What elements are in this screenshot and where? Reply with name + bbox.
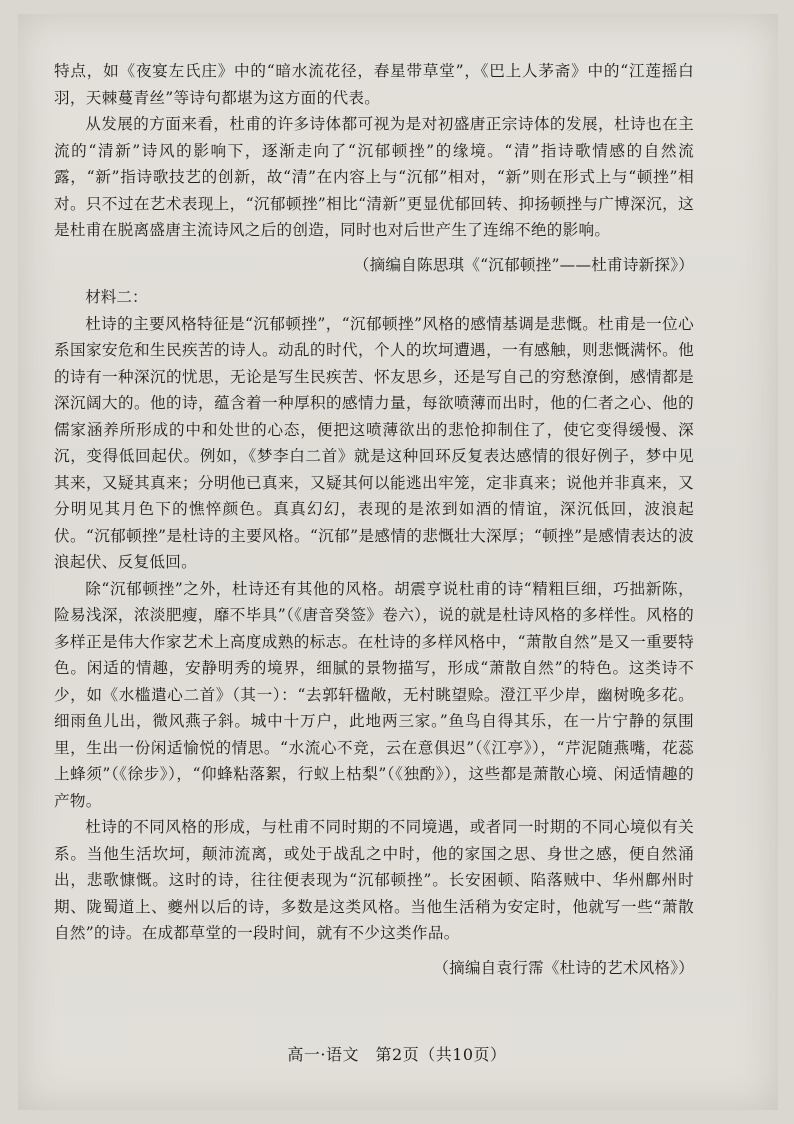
paragraph-development: 从发展的方面来看，杜甫的许多诗体都可视为是对初盛唐正宗诗体的发展，杜诗也在主流的“清新”诗风的影响下，逐渐走向了“沉郁顿挫”的缘境。“清”指诗歌情感的自然流露，“新”指诗歌技艺的创新，故“清”在内容上与“沉郁”相对，“新”则在形式上与“顿挫”相对。只不过在艺术表现上，“沉郁顿挫”相比“清新”更显优郁回转、抑扬顿挫与广博深沉，这是杜甫在脱离盛唐主流诗风之后的创造，同时也对后世产生了连绵不绝的影响。	[54, 115, 694, 239]
paragraph-continued: 特点，如《夜宴左氏庄》中的“暗水流花径，春星带草堂”，《巴上人茅斋》中的“江莲摇白羽，天棘蔓青丝”等诗句都堪为这方面的代表。	[54, 62, 694, 107]
document-body	[54, 58, 694, 987]
paragraph-m2-1: 杜诗的主要风格特征是“沉郁顿挫”，“沉郁顿挫”风格的感情基调是悲慨。杜甫是一位心系国家安危和生民疾苦的诗人。动乱的时代，个人的坎坷遭遇，一有感触，则悲慨满怀。他的诗有一种深沉的忧思，无论是写生民疾苦、怀友思乡，还是写自己的穷愁潦倒，感情都是深沉阔大的。他的诗，蕴含着一种厚积的感情力量，每欲喷薄而出时，他的仁者之心、他的儒家涵养所形成的中和处世的心态，便把这喷薄欲出的悲怆抑制住了，使它变得缓慢、深沉，变得低回起伏。例如，《梦李白二首》就是这种回环反复表达感情的很好例子，梦中见其来，又疑其真来；分明他已真来，又疑其何以能逃出牢笼，定非真来；说他并非真来，又分明见其月色下的憔悴颜色。真真幻幻，表现的是浓到如酒的情谊，深沉低回，波浪起伏。“沉郁顿挫”是杜诗的主要风格。“沉郁”是感情的悲慨壮大深厚；“顿挫”是感情表达的波浪起伏、反复低回。	[54, 314, 694, 571]
page-footer: 高一·语文 第2页（共10页）	[287, 1045, 507, 1064]
source-citation-1: （摘编自陈思琪《“沉郁顿挫”——杜甫诗新探》）	[353, 255, 694, 274]
material-two-heading: 材料二：	[85, 288, 148, 306]
paragraph-m2-3: 杜诗的不同风格的形成，与杜甫不同时期的不同境遇，或者同一时期的不同心境似有关系。当他生活坎坷，颠沛流离，或处于战乱之中时，他的家国之思、身世之感，便自然涌出，悲歌慷慨。这时的诗，往往便表现为“沉郁顿挫”。长安困顿、陷落贼中、华州鄜州时期、陇蜀道上、夔州以后的诗，多数是这类风格。当他生活稍为安定时，他就写一些“萧散自然”的诗。在成都草堂的一段时间，就有不少这类作品。	[54, 818, 694, 942]
paragraph-m2-2: 除“沉郁顿挫”之外，杜诗还有其他的风格。胡震亨说杜甫的诗“精粗巨细，巧拙新陈，险易浅深，浓淡肥瘦，靡不毕具”（《唐音癸签》卷六），说的就是杜诗风格的多样性。风格的多样正是伟大作家艺术上高度成熟的标志。在杜诗的多样风格中，“萧散自然”是又一重要特色。闲适的情趣，安静明秀的境界，细腻的景物描写，形成“萧散自然”的特色。这类诗不少，如《水槛遣心二首》（其一）：“去郭轩楹敞，无村眺望赊。澄江平少岸，幽树晚多花。细雨鱼儿出，微风燕子斜。城中十万户，此地两三家。”鱼鸟自得其乐，在一片宁静的氛围里，生出一份闲适愉悦的情思。“水流心不竞，云在意俱迟”（《江亭》），“芹泥随燕嘴，花蕊上蜂须”（《徐步》），“仰蜂粘落絮，行蚁上枯梨”（《独酌》），这些都是萧散心境、闲适情趣的产物。	[54, 579, 694, 810]
source-citation-2: （摘编自袁行霈《杜诗的艺术风格》）	[433, 958, 694, 977]
